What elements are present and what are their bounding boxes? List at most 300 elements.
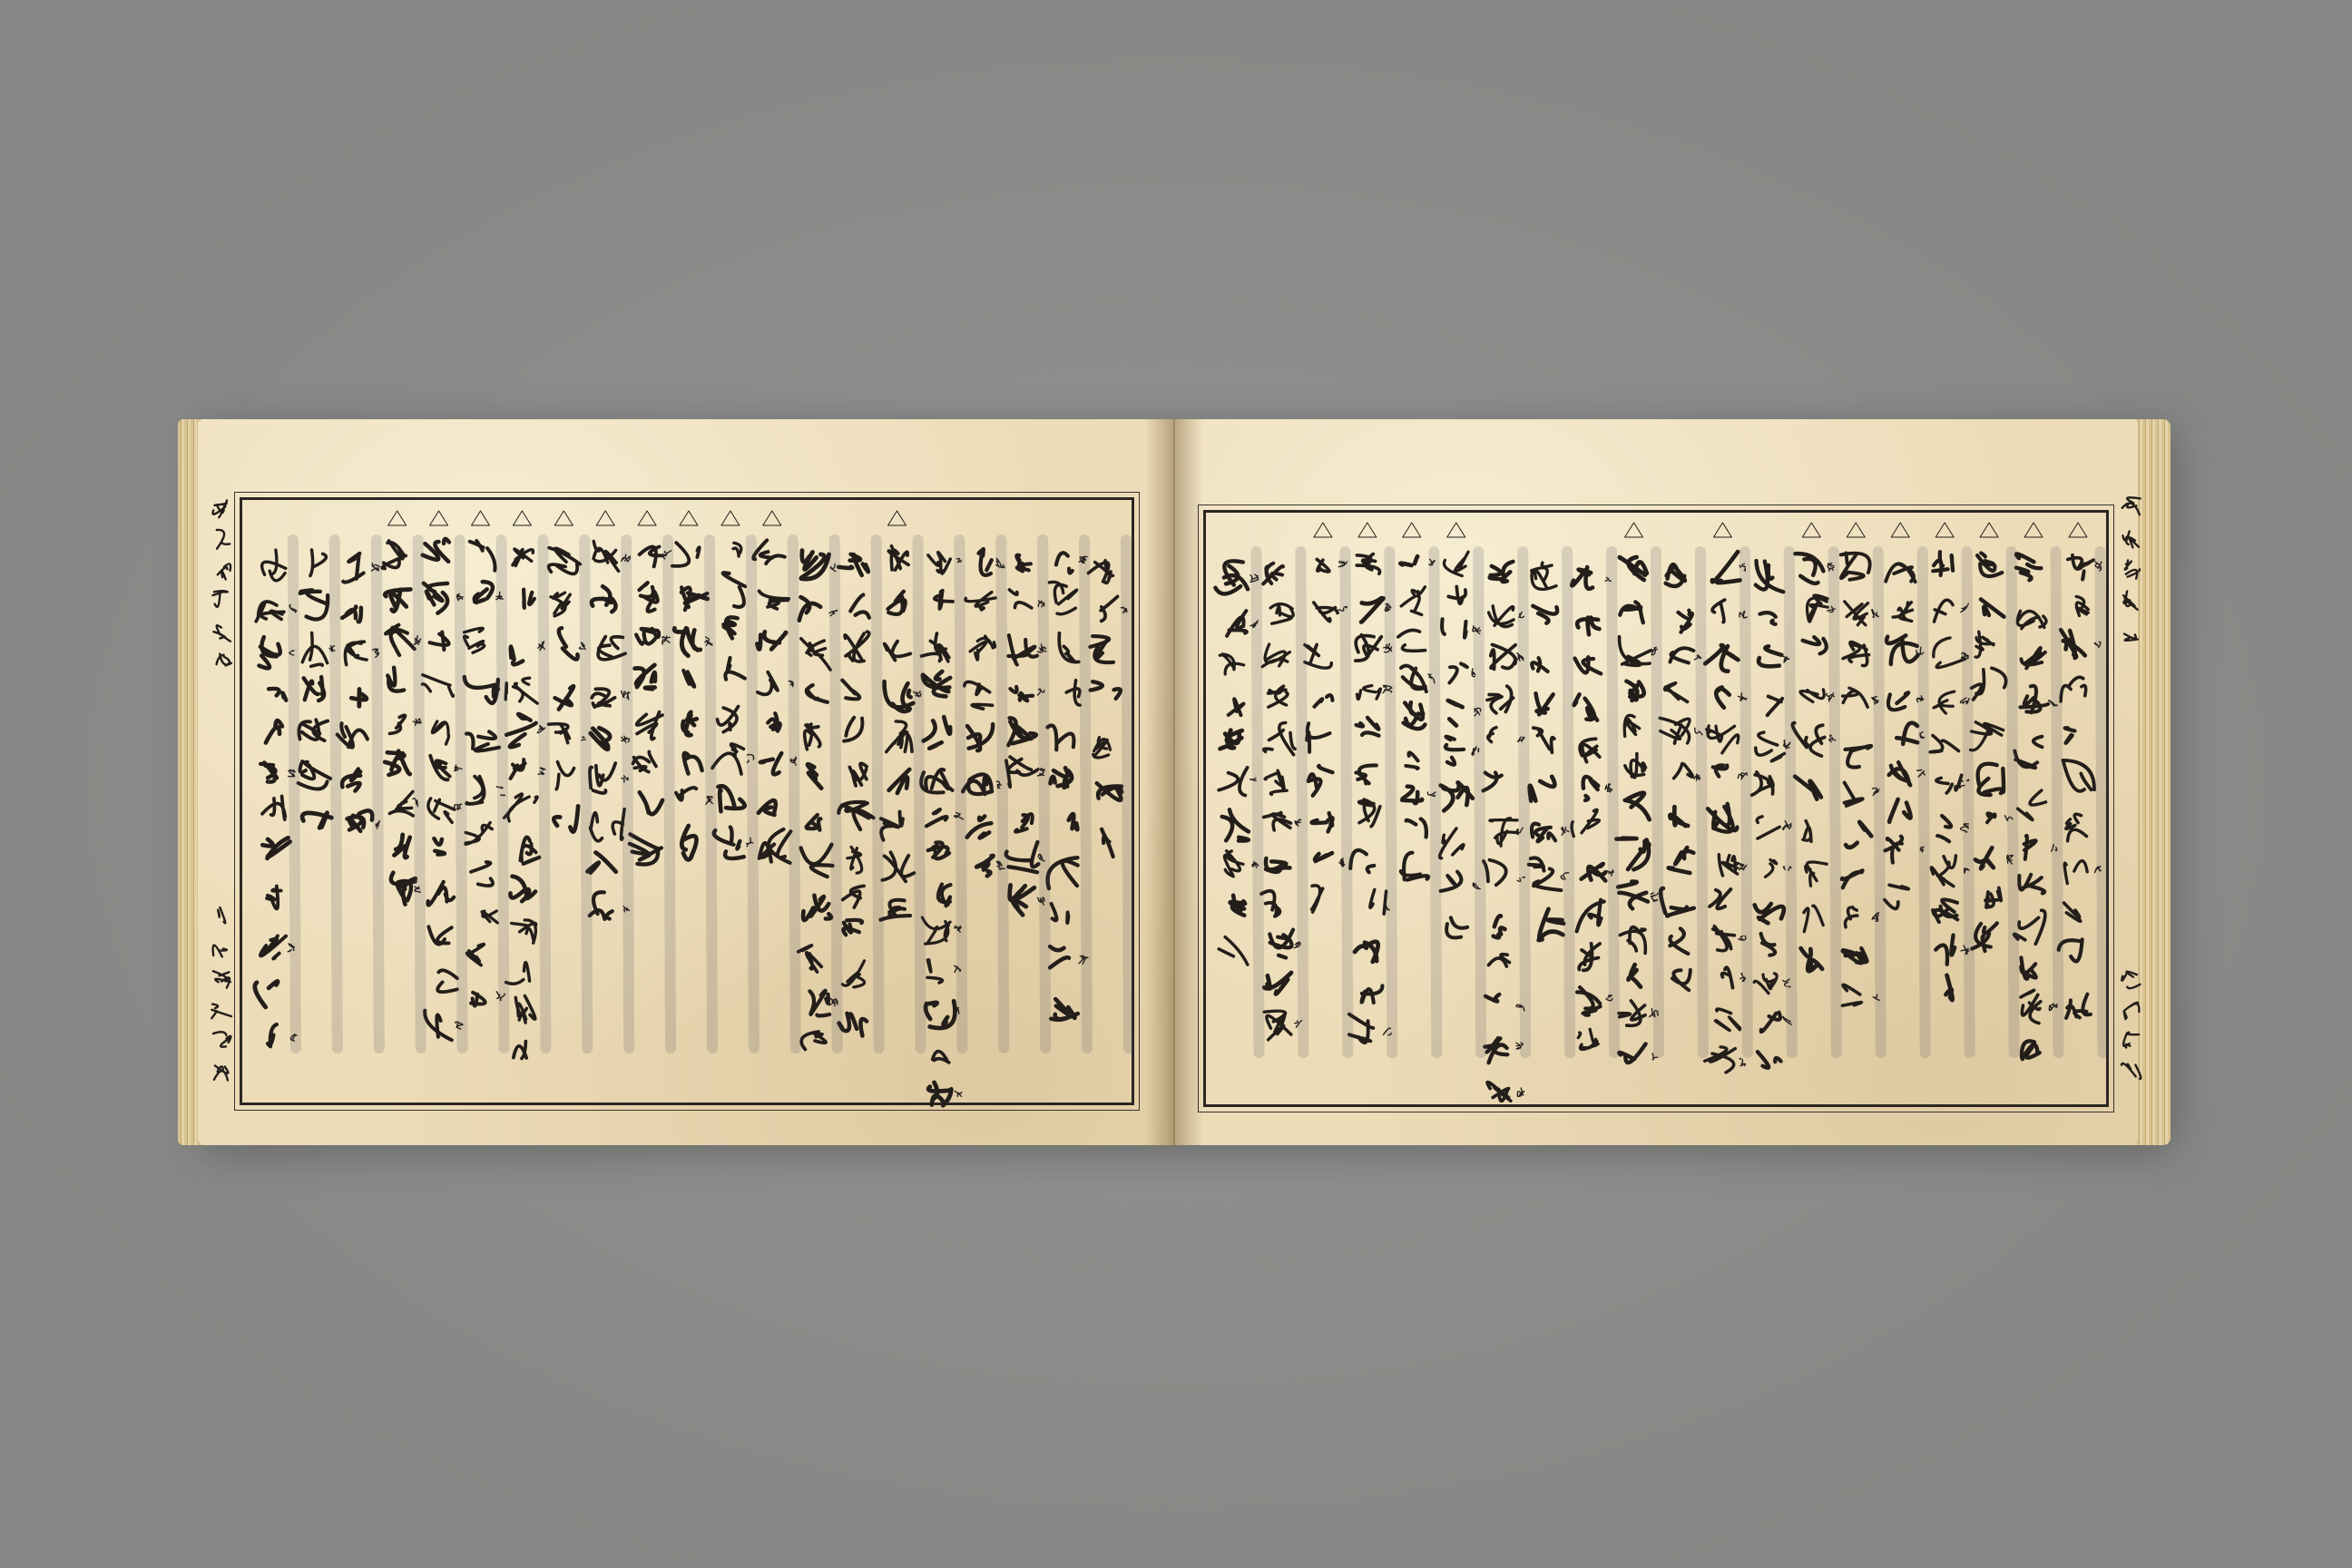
bleed-through-mark (543, 540, 545, 1048)
calligraphy-glyph (1401, 853, 1428, 880)
calligraphy-glyph (1975, 632, 1994, 657)
calligraphy-glyph (430, 632, 449, 651)
calligraphy-glyph (554, 806, 578, 831)
calligraphy-glyph (255, 981, 278, 1006)
calligraphy-glyph (342, 769, 360, 791)
calligraphy-glyph (590, 892, 612, 919)
calligraphy-glyph (1981, 600, 2004, 617)
calligraphy-glyph (1536, 693, 1553, 714)
calligraphy-glyph (725, 658, 744, 680)
calligraphy-glyph (1842, 985, 1861, 1005)
calligraphy-glyph (1008, 718, 1036, 745)
calligraphy-glyph (2019, 875, 2044, 894)
calligraphy-glyph (839, 1014, 867, 1036)
calligraphy-glyph (434, 838, 445, 855)
column-marker-triangle (763, 511, 781, 525)
calligraphy-glyph (1488, 955, 1509, 966)
calligraphy-glyph (1759, 612, 1775, 624)
calligraphy-glyph (640, 547, 662, 567)
calligraphy-glyph (970, 636, 995, 660)
calligraphy-glyph (2122, 972, 2140, 989)
calligraphy-glyph (799, 946, 821, 972)
calligraphy-glyph (1800, 690, 1824, 702)
calligraphy-glyph (1572, 567, 1592, 589)
calligraphy-glyph (1795, 777, 1821, 799)
calligraphy-glyph (590, 809, 624, 841)
bleed-through-mark (1389, 552, 1392, 1053)
calligraphy-glyph (515, 995, 535, 1023)
calligraphy-glyph (213, 625, 230, 641)
calligraphy-glyph (1529, 858, 1562, 890)
calligraphy-glyph (1449, 663, 1467, 682)
calligraphy-glyph (385, 751, 410, 775)
bleed-through-mark (1478, 552, 1481, 1053)
calligraphy-glyph (1889, 799, 1911, 822)
calligraphy-glyph (1625, 793, 1650, 820)
bleed-through-mark (1834, 552, 1837, 1053)
calligraphy-glyph (1051, 999, 1078, 1020)
calligraphy-glyph (963, 774, 992, 794)
calligraphy-glyph (1010, 687, 1033, 701)
calligraphy-glyph (214, 1065, 228, 1080)
calligraphy-glyph (849, 763, 867, 786)
calligraphy-glyph (1713, 765, 1728, 776)
calligraphy-glyph (1305, 644, 1331, 668)
bleed-through-mark (1567, 552, 1570, 1053)
calligraphy-glyph (1261, 891, 1279, 916)
calligraphy-glyph (1712, 600, 1725, 622)
calligraphy-glyph (1015, 814, 1033, 832)
calligraphy-glyph (1740, 1058, 1745, 1065)
calligraphy-glyph (510, 877, 535, 902)
calligraphy-glyph (807, 815, 821, 830)
calligraphy-glyph (759, 800, 776, 815)
calligraphy-glyph (682, 712, 696, 736)
calligraphy-glyph (683, 671, 694, 687)
calligraphy-glyph (1230, 896, 1246, 916)
calligraphy-glyph (513, 549, 534, 565)
calligraphy-glyph (2021, 990, 2041, 1023)
calligraphy-glyph (310, 550, 327, 576)
calligraphy-glyph (213, 1032, 230, 1046)
calligraphy-glyph (514, 1042, 526, 1059)
calligraphy-glyph (260, 936, 286, 958)
calligraphy-glyph (2076, 596, 2088, 615)
calligraphy-glyph (888, 546, 908, 570)
calligraphy-glyph (927, 960, 942, 983)
column-marker-triangle (1358, 523, 1377, 537)
calligraphy-glyph (921, 633, 949, 662)
calligraphy-glyph (640, 583, 658, 612)
calligraphy-glyph (850, 595, 869, 618)
calligraphy-glyph (1444, 552, 1468, 575)
calligraphy-glyph (1532, 563, 1556, 589)
calligraphy-glyph (1219, 937, 1248, 965)
calligraphy-glyph (674, 628, 701, 655)
bleed-through-mark (710, 540, 712, 1048)
calligraphy-glyph (842, 961, 864, 987)
calligraphy-glyph (760, 753, 781, 774)
calligraphy-glyph (1406, 752, 1417, 769)
bleed-through-mark (418, 540, 421, 1048)
bleed-through-mark (1001, 540, 1004, 1048)
calligraphy-glyph (466, 731, 499, 750)
calligraphy-glyph (1930, 736, 1958, 752)
bleed-through-mark (1126, 540, 1129, 1048)
calligraphy-glyph (467, 945, 485, 965)
calligraphy-glyph (1224, 851, 1243, 877)
calligraphy-glyph (213, 946, 227, 957)
column-marker-triangle (554, 511, 573, 525)
calligraphy-glyph (805, 724, 820, 750)
calligraphy-glyph (2021, 686, 2049, 713)
calligraphy-glyph (921, 769, 952, 793)
calligraphy-glyph (351, 690, 367, 707)
calligraphy-glyph (1574, 694, 1598, 720)
calligraphy-glyph (437, 970, 457, 992)
calligraphy-glyph (1315, 853, 1332, 861)
calligraphy-glyph (1712, 552, 1740, 583)
calligraphy-glyph (1532, 658, 1548, 671)
calligraphy-glyph (2022, 648, 2045, 669)
calligraphy-glyph (260, 637, 280, 668)
calligraphy-glyph (1066, 681, 1080, 705)
bleed-through-mark (793, 540, 796, 1048)
calligraphy-glyph (1401, 666, 1426, 691)
calligraphy-glyph (1446, 917, 1467, 937)
calligraphy-glyph (928, 842, 949, 858)
calligraphy-glyph (1357, 765, 1377, 783)
calligraphy-glyph (471, 862, 493, 886)
calligraphy-glyph (801, 551, 829, 579)
calligraphy-glyph (1266, 858, 1290, 872)
bleed-through-mark (1523, 552, 1525, 1053)
calligraphy-glyph (1620, 557, 1647, 580)
calligraphy-glyph (926, 809, 947, 826)
calligraphy-glyph (1582, 864, 1606, 881)
calligraphy-glyph (1931, 856, 1955, 887)
calligraphy-glyph (928, 1083, 951, 1105)
bleed-through-mark (1434, 552, 1436, 1053)
calligraphy-glyph (887, 721, 912, 752)
calligraphy-glyph (838, 802, 873, 829)
calligraphy-glyph (1577, 900, 1604, 932)
calligraphy-glyph (808, 764, 821, 788)
calligraphy-glyph (1575, 657, 1602, 673)
calligraphy-glyph (1494, 916, 1505, 937)
calligraphy-glyph (2123, 1033, 2139, 1048)
bleed-through-mark (918, 540, 921, 1048)
column-marker-triangle (638, 511, 656, 525)
calligraphy-glyph (1006, 842, 1039, 872)
calligraphy-glyph (470, 541, 495, 571)
calligraphy-glyph (2061, 677, 2086, 701)
calligraphy-glyph (2018, 790, 2046, 819)
calligraphy-glyph (1262, 644, 1289, 667)
calligraphy-glyph (1534, 728, 1554, 752)
calligraphy-glyph (1052, 904, 1069, 923)
calligraphy-glyph (1406, 819, 1426, 838)
calligraphy-glyph (1359, 799, 1380, 827)
calligraphy-glyph (676, 788, 696, 800)
calligraphy-glyph (1448, 701, 1463, 726)
calligraphy-glyph (1530, 777, 1555, 801)
calligraphy-glyph (1708, 804, 1737, 832)
calligraphy-glyph (1678, 611, 1692, 632)
calligraphy-glyph (1441, 872, 1462, 891)
bleed-through-mark (1923, 552, 1926, 1053)
calligraphy-glyph (1804, 906, 1823, 932)
calligraphy-glyph (922, 917, 950, 944)
bleed-through-mark (1612, 552, 1614, 1053)
calligraphy-glyph (933, 1052, 949, 1063)
calligraphy-glyph (299, 720, 328, 740)
calligraphy-glyph (213, 971, 230, 987)
calligraphy-glyph (681, 826, 696, 859)
calligraphy-glyph (1579, 944, 1600, 971)
calligraphy-glyph (213, 591, 228, 607)
calligraphy-glyph (1357, 554, 1379, 574)
calligraphy-glyph (1488, 728, 1496, 742)
calligraphy-glyph (923, 671, 950, 697)
calligraphy-glyph (390, 715, 406, 733)
calligraphy-glyph (2063, 760, 2094, 791)
calligraphy-glyph (955, 1091, 961, 1096)
calligraphy-glyph (348, 810, 373, 831)
calligraphy-glyph (1888, 692, 1908, 710)
calligraphy-glyph (262, 550, 286, 581)
calligraphy-glyph (1705, 1047, 1736, 1073)
calligraphy-glyph (1933, 552, 1953, 575)
calligraphy-glyph (511, 647, 523, 665)
calligraphy-glyph (1264, 813, 1291, 830)
calligraphy-glyph (1311, 813, 1332, 832)
bleed-through-mark (1300, 552, 1303, 1053)
calligraphy-glyph (256, 602, 284, 622)
calligraphy-glyph (482, 911, 497, 923)
calligraphy-glyph (1577, 987, 1601, 1015)
calligraphy-glyph (2122, 1063, 2141, 1079)
calligraphy-glyph (1491, 644, 1515, 669)
calligraphy-glyph (1532, 824, 1555, 842)
calligraphy-glyph (1845, 907, 1857, 927)
calligraphy-glyph (760, 591, 789, 609)
calligraphy-glyph (1843, 642, 1869, 665)
calligraphy-glyph (842, 681, 859, 700)
calligraphy-glyph (1757, 817, 1779, 838)
calligraphy-glyph (389, 791, 413, 816)
calligraphy-glyph (1985, 888, 2001, 908)
calligraphy-glyph (1710, 889, 1730, 908)
calligraphy-glyph (2125, 561, 2140, 579)
calligraphy-glyph (935, 591, 953, 609)
calligraphy-glyph (1049, 582, 1076, 613)
calligraphy-glyph (266, 720, 282, 742)
calligraphy-glyph (425, 1011, 452, 1041)
column-marker-triangle (1847, 523, 1865, 537)
calligraphy-glyph (889, 769, 910, 793)
calligraphy-glyph (718, 707, 739, 732)
calligraphy-glyph (2017, 611, 2046, 628)
calligraphy-glyph (1660, 718, 1690, 743)
calligraphy-glyph (1669, 848, 1694, 873)
calligraphy-glyph (1934, 638, 1965, 668)
right-page-calligraphy (1215, 523, 2102, 1101)
calligraphy-glyph (1755, 904, 1784, 923)
bleed-through-mark (877, 540, 879, 1048)
calligraphy-glyph (630, 834, 662, 864)
calligraphy-glyph (1091, 681, 1121, 699)
calligraphy-glyph (1356, 635, 1382, 661)
calligraphy-glyph (672, 543, 700, 566)
calligraphy-glyph (217, 654, 231, 666)
calligraphy-glyph (302, 633, 327, 667)
calligraphy-glyph (592, 689, 614, 707)
calligraphy-glyph (1009, 590, 1032, 608)
calligraphy-glyph (1355, 942, 1378, 962)
calligraphy-glyph (2024, 836, 2036, 859)
calligraphy-glyph (521, 838, 540, 864)
calligraphy-glyph (1759, 646, 1781, 666)
calligraphy-glyph (684, 753, 702, 774)
calligraphy-glyph (1442, 619, 1466, 637)
calligraphy-glyph (1765, 860, 1776, 877)
bleed-through-mark (1257, 552, 1259, 1053)
calligraphy-glyph (1401, 587, 1425, 615)
calligraphy-glyph (1670, 807, 1688, 826)
calligraphy-glyph (1539, 909, 1564, 940)
calligraphy-glyph (1619, 1001, 1645, 1026)
bleed-through-mark (2056, 552, 2059, 1053)
calligraphy-glyph (1517, 1088, 1524, 1096)
calligraphy-glyph (979, 549, 992, 575)
calligraphy-glyph (845, 632, 869, 662)
column-marker-triangle (1936, 523, 1954, 537)
calligraphy-glyph (2064, 861, 2087, 884)
calligraphy-glyph (844, 718, 862, 741)
calligraphy-glyph (343, 554, 363, 583)
calligraphy-glyph (556, 762, 574, 789)
calligraphy-glyph (2065, 728, 2075, 743)
calligraphy-glyph (394, 835, 409, 858)
column-marker-triangle (1447, 523, 1465, 537)
calligraphy-glyph (262, 796, 285, 819)
calligraphy-glyph (342, 607, 361, 622)
calligraphy-glyph (218, 907, 225, 923)
calligraphy-glyph (505, 794, 538, 821)
calligraphy-glyph (1665, 683, 1688, 702)
calligraphy-glyph (1308, 766, 1333, 796)
bleed-through-mark (1967, 552, 1970, 1053)
column-marker-triangle (1403, 523, 1421, 537)
calligraphy-glyph (559, 628, 578, 659)
calligraphy-glyph (466, 777, 484, 804)
calligraphy-glyph (888, 592, 906, 614)
calligraphy-glyph (757, 632, 786, 649)
calligraphy-glyph (1270, 604, 1293, 624)
calligraphy-glyph (2124, 634, 2138, 641)
bleed-through-mark (959, 540, 962, 1048)
calligraphy-glyph (1977, 553, 2002, 576)
column-marker-triangle (1802, 523, 1820, 537)
calligraphy-glyph (1362, 985, 1383, 1003)
calligraphy-glyph (1806, 862, 1827, 886)
calligraphy-glyph (1886, 837, 1903, 863)
calligraphy-glyph (465, 677, 498, 703)
calligraphy-glyph (1307, 723, 1329, 752)
calligraphy-glyph (1936, 775, 1962, 793)
column-marker-triangle (680, 511, 698, 525)
column-marker-triangle (430, 511, 448, 525)
calligraphy-glyph (1716, 687, 1730, 707)
calligraphy-glyph (924, 717, 951, 749)
calligraphy-glyph (1446, 737, 1464, 765)
calligraphy-glyph (640, 792, 662, 814)
calligraphy-glyph (976, 856, 994, 877)
column-marker-triangle (1314, 523, 1332, 537)
calligraphy-glyph (1485, 995, 1499, 1002)
calligraphy-glyph (809, 991, 829, 1016)
calligraphy-glyph (1625, 754, 1646, 778)
bleed-through-mark (293, 540, 296, 1048)
calligraphy-glyph (1090, 636, 1113, 662)
calligraphy-glyph (1758, 1052, 1781, 1068)
calligraphy-glyph (1885, 885, 1908, 908)
calligraphy-glyph (1719, 855, 1738, 876)
calligraphy-glyph (1803, 637, 1827, 653)
bleed-through-mark (584, 540, 587, 1048)
calligraphy-glyph (1264, 973, 1291, 994)
calligraphy-glyph (1933, 899, 1957, 922)
calligraphy-glyph (1629, 965, 1642, 987)
calligraphy-glyph (633, 752, 657, 772)
calligraphy-glyph (967, 724, 993, 750)
calligraphy-glyph (424, 583, 447, 613)
calligraphy-glyph (1312, 886, 1323, 912)
calligraphy-glyph (1670, 928, 1688, 954)
calligraphy-glyph (511, 760, 525, 779)
calligraphy-glyph (681, 587, 708, 610)
calligraphy-glyph (423, 539, 449, 562)
calligraphy-glyph (885, 681, 914, 711)
calligraphy-glyph (598, 637, 625, 660)
calligraphy-glyph (1361, 598, 1383, 622)
calligraphy-glyph (505, 678, 537, 703)
calligraphy-glyph (1016, 555, 1031, 572)
calligraphy-glyph (848, 847, 862, 873)
calligraphy-glyph (2066, 995, 2091, 1018)
calligraphy-glyph (881, 812, 903, 840)
calligraphy-glyph (1935, 600, 1954, 622)
calligraphy-glyph (1315, 695, 1333, 707)
bleed-through-mark (1700, 552, 1703, 1053)
calligraphy-glyph (1666, 564, 1685, 586)
calligraphy-glyph (385, 590, 410, 612)
calligraphy-glyph (1485, 1038, 1507, 1063)
calligraphy-glyph (1754, 974, 1777, 994)
calligraphy-glyph (1048, 858, 1078, 888)
calligraphy-glyph (1978, 764, 2004, 795)
calligraphy-glyph (506, 714, 536, 747)
calligraphy-glyph (1264, 723, 1295, 755)
calligraphy-glyph (1807, 595, 1828, 622)
calligraphy-glyph (2123, 532, 2140, 548)
calligraphy-glyph (1487, 1083, 1511, 1102)
calligraphy-glyph (2124, 1003, 2140, 1019)
calligraphy-glyph (1102, 829, 1113, 857)
calligraphy-glyph (636, 629, 659, 644)
calligraphy-glyph (1987, 813, 1995, 822)
